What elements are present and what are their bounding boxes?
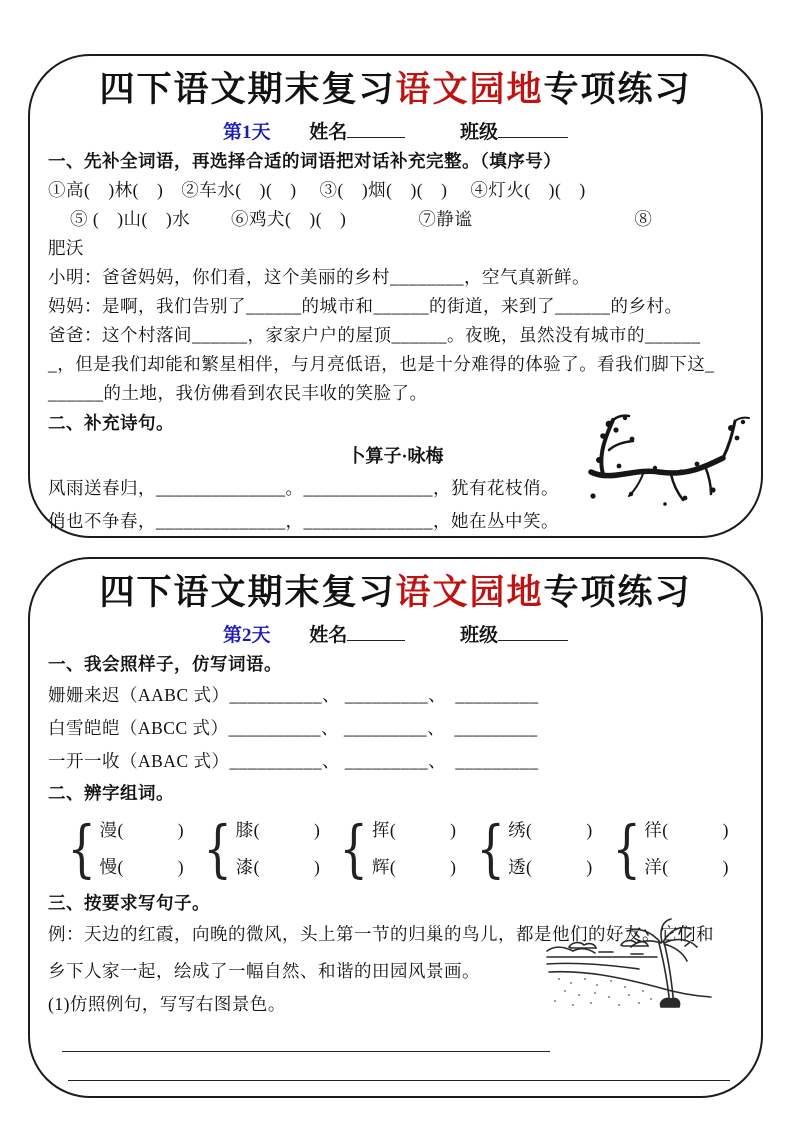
day2-class-blank xyxy=(498,625,568,641)
title-highlight: 语文园地 xyxy=(395,573,544,612)
title-part1: 四下语文期末复习 xyxy=(99,573,396,612)
pair-top: 挥( ) xyxy=(371,820,457,840)
imitation-line: 姗姗来迟（AABC 式）__________、 _________、 _________ xyxy=(48,685,539,705)
word-pair-group xyxy=(198,812,334,886)
beach-palm-scene-illustration xyxy=(539,917,719,1017)
brace-glyph: { xyxy=(476,812,505,885)
plum-blossom-branch-illustration xyxy=(585,408,757,526)
dialog-line: _，但是我们却能和繁星相伴，与月亮低语，也是十分难得的体验了。看我们脚下这_ xyxy=(48,354,715,374)
day2-section3-heading: 三、按要求写句子。 xyxy=(48,893,210,913)
title-highlight: 语文园地 xyxy=(395,70,544,109)
day1-words-line2: ⑤ ( )山( )水 ⑥鸡犬( )( ) ⑦静谧 ⑧ xyxy=(70,209,653,229)
brace-glyph: { xyxy=(67,812,96,885)
pair-top: 漫( ) xyxy=(99,820,185,840)
word-pair-group xyxy=(471,812,607,886)
poem-line: 风雨送春归，______________。______________，犹有花枝俏。 xyxy=(48,478,559,498)
day2-name-label: 姓名 xyxy=(309,625,348,646)
word-pair-group xyxy=(62,812,198,886)
day2-subheader xyxy=(48,623,743,649)
dialog-line: 爸爸：这个村落间______，家家户户的屋顶______。夜晚，虽然没有城市的______ xyxy=(48,325,701,345)
pair-bottom: 洋( ) xyxy=(644,857,729,877)
imitation-line: 一开一收（ABAC 式）__________、 _________、 _________ xyxy=(48,751,539,771)
title-part1: 四下语文期末复习 xyxy=(99,70,396,109)
day2-class-label: 班级 xyxy=(460,625,499,646)
day1-panel xyxy=(28,54,763,538)
title-part2: 专项练习 xyxy=(543,573,692,612)
imitation-line: 白雪皑皑（ABCC 式）__________、 _________、 _________ xyxy=(48,718,538,738)
answer-writing-line xyxy=(62,1051,550,1052)
poem-line: 俏也不争春，______________，______________，她在丛中笑。 xyxy=(48,511,559,531)
pair-bottom: 透( ) xyxy=(508,857,593,877)
day2-panel xyxy=(28,557,763,1098)
day1-name-label: 姓名 xyxy=(309,122,348,143)
day1-class-blank xyxy=(498,122,568,138)
day1-class-label: 班级 xyxy=(460,122,499,143)
pair-bottom: 慢( ) xyxy=(99,857,185,877)
example-line: 例：天边的红霞，向晚的微风，头上第一节的归巢的鸟儿，都是他们的好友。它们和 xyxy=(48,924,714,944)
brace-glyph: { xyxy=(612,812,641,885)
dialog-line: 妈妈：是啊，我们告别了______的城市和______的街道，来到了______的乡村。 xyxy=(48,296,683,316)
subtask-line: (1)仿照例句，写写右图景色。 xyxy=(48,994,286,1014)
word-pairs-row xyxy=(62,812,743,886)
pair-top: 徉( ) xyxy=(644,820,729,840)
day2-doc-title xyxy=(48,571,743,615)
pair-top: 膝( ) xyxy=(235,820,321,840)
day2-label: 第2天 xyxy=(222,625,271,646)
day1-subheader xyxy=(48,120,743,146)
day1-words-line3: 肥沃 xyxy=(48,238,84,258)
day1-label: 第1天 xyxy=(222,122,271,143)
day2-section1-heading: 一、我会照样子，仿写词语。 xyxy=(48,654,282,674)
dialog-line: ______的土地，我仿佛看到农民丰收的笑脸了。 xyxy=(48,383,428,403)
day1-section2-heading: 二、补充诗句。 xyxy=(48,413,174,433)
poem-title: 卜算子·咏梅 xyxy=(347,446,444,466)
day2-section2-heading: 二、辨字组词。 xyxy=(48,783,174,803)
day1-name-blank xyxy=(347,122,405,138)
pair-top: 绣( ) xyxy=(508,820,593,840)
title-part2: 专项练习 xyxy=(543,70,692,109)
pair-bottom: 辉( ) xyxy=(371,857,457,877)
word-pair-group xyxy=(607,812,743,886)
day2-name-blank xyxy=(347,625,405,641)
day1-words-line1: ①高( )林( ) ②车水( )( ) ③( )烟( )( ) ④灯火( )( ) xyxy=(48,180,586,200)
day1-section1-heading: 一、先补全词语，再选择合适的词语把对话补充完整。（填序号） xyxy=(48,151,562,171)
brace-glyph: { xyxy=(203,812,233,885)
dialog-line: 小明：爸爸妈妈，你们看，这个美丽的乡村________，空气真新鲜。 xyxy=(48,267,590,287)
pair-bottom: 漆( ) xyxy=(235,857,321,877)
example-line: 乡下人家一起，绘成了一幅自然、和谐的田园风景画。 xyxy=(48,961,480,981)
day1-doc-title xyxy=(48,68,743,112)
brace-glyph: { xyxy=(339,812,369,885)
word-pair-group xyxy=(334,812,470,886)
answer-writing-line xyxy=(68,1080,730,1081)
